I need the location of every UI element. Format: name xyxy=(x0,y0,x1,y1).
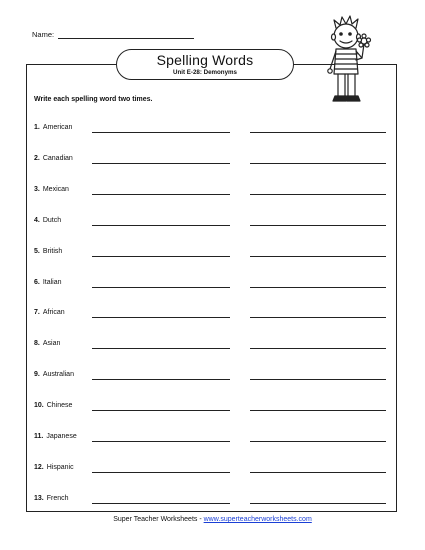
word-number: 8. xyxy=(34,340,40,348)
word-row xyxy=(0,340,425,352)
write-line-second[interactable] xyxy=(250,410,386,411)
write-line-first[interactable] xyxy=(92,472,230,473)
write-line-first[interactable] xyxy=(92,503,230,504)
footer-link[interactable]: www.superteacherworksheets.com xyxy=(203,516,312,523)
word-row xyxy=(0,155,425,167)
write-line-first[interactable] xyxy=(92,410,230,411)
word-label xyxy=(34,186,69,193)
word-number: 11. xyxy=(34,433,44,440)
spelling-word: British xyxy=(42,247,63,255)
word-row xyxy=(0,464,425,476)
word-number: 5. xyxy=(34,247,40,255)
word-row xyxy=(0,248,425,260)
word-row xyxy=(0,402,425,414)
footer-brand: Super Teacher Worksheets - xyxy=(113,516,204,523)
page-title: Spelling Words xyxy=(156,52,254,68)
write-line-second[interactable] xyxy=(250,441,386,442)
write-line-first[interactable] xyxy=(92,348,230,349)
spelling-word: Chinese xyxy=(46,402,73,410)
spelling-word: Japanese xyxy=(46,433,77,440)
write-line-second[interactable] xyxy=(250,287,386,288)
write-line-second[interactable] xyxy=(250,194,386,195)
word-row xyxy=(0,433,425,445)
spelling-word: African xyxy=(42,309,65,317)
write-line-first[interactable] xyxy=(92,256,230,257)
word-label xyxy=(34,371,74,378)
word-label xyxy=(34,248,62,255)
write-line-first[interactable] xyxy=(92,287,230,288)
write-line-second[interactable] xyxy=(250,225,386,226)
write-line-first[interactable] xyxy=(92,194,230,195)
write-line-second[interactable] xyxy=(250,503,386,504)
write-line-second[interactable] xyxy=(250,472,386,473)
word-number: 4. xyxy=(34,216,40,224)
word-row xyxy=(0,309,425,321)
word-number: 13. xyxy=(34,494,44,502)
spelling-word: Hispanic xyxy=(46,463,74,471)
word-number: 2. xyxy=(34,154,40,162)
word-row xyxy=(0,124,425,136)
spelling-word: French xyxy=(46,494,69,502)
write-line-second[interactable] xyxy=(250,317,386,318)
word-label xyxy=(34,433,77,440)
spelling-word: Italian xyxy=(42,278,62,286)
write-line-second[interactable] xyxy=(250,379,386,380)
word-row xyxy=(0,186,425,198)
unit-subtitle: Unit E-28: Demonyms xyxy=(173,69,237,76)
word-number: 3. xyxy=(34,185,40,193)
word-label xyxy=(34,340,60,347)
write-line-first[interactable] xyxy=(92,441,230,442)
write-line-second[interactable] xyxy=(250,163,386,164)
spelling-word: Australian xyxy=(42,371,74,379)
word-number: 10. xyxy=(34,402,44,410)
write-line-first[interactable] xyxy=(92,379,230,380)
word-row xyxy=(0,217,425,229)
word-label xyxy=(34,279,62,286)
word-row xyxy=(0,371,425,383)
word-number: 7. xyxy=(34,309,40,317)
spelling-word: Dutch xyxy=(42,216,62,224)
spelling-word: Canadian xyxy=(42,154,73,162)
word-label xyxy=(34,124,72,131)
word-label xyxy=(34,464,74,471)
write-line-second[interactable] xyxy=(250,132,386,133)
spelling-word: Mexican xyxy=(42,185,69,193)
word-number: 12. xyxy=(34,463,44,471)
write-line-second[interactable] xyxy=(250,256,386,257)
word-label xyxy=(34,495,69,502)
word-label xyxy=(34,402,72,409)
word-label xyxy=(34,155,73,162)
spelling-word: Asian xyxy=(42,340,61,348)
name-label: Name: xyxy=(32,30,55,39)
write-line-first[interactable] xyxy=(92,225,230,226)
spelling-word: American xyxy=(42,124,73,131)
write-line-first[interactable] xyxy=(92,163,230,164)
instructions: Write each spelling word two times. xyxy=(34,96,153,103)
footer xyxy=(0,516,425,523)
write-line-first[interactable] xyxy=(92,132,230,133)
word-number: 9. xyxy=(34,371,40,379)
word-number: 1. xyxy=(34,124,40,131)
word-row xyxy=(0,495,425,507)
word-label xyxy=(34,217,61,224)
word-number: 6. xyxy=(34,278,40,286)
write-line-second[interactable] xyxy=(250,348,386,349)
word-row xyxy=(0,279,425,291)
word-label xyxy=(34,309,65,316)
write-line-first[interactable] xyxy=(92,317,230,318)
